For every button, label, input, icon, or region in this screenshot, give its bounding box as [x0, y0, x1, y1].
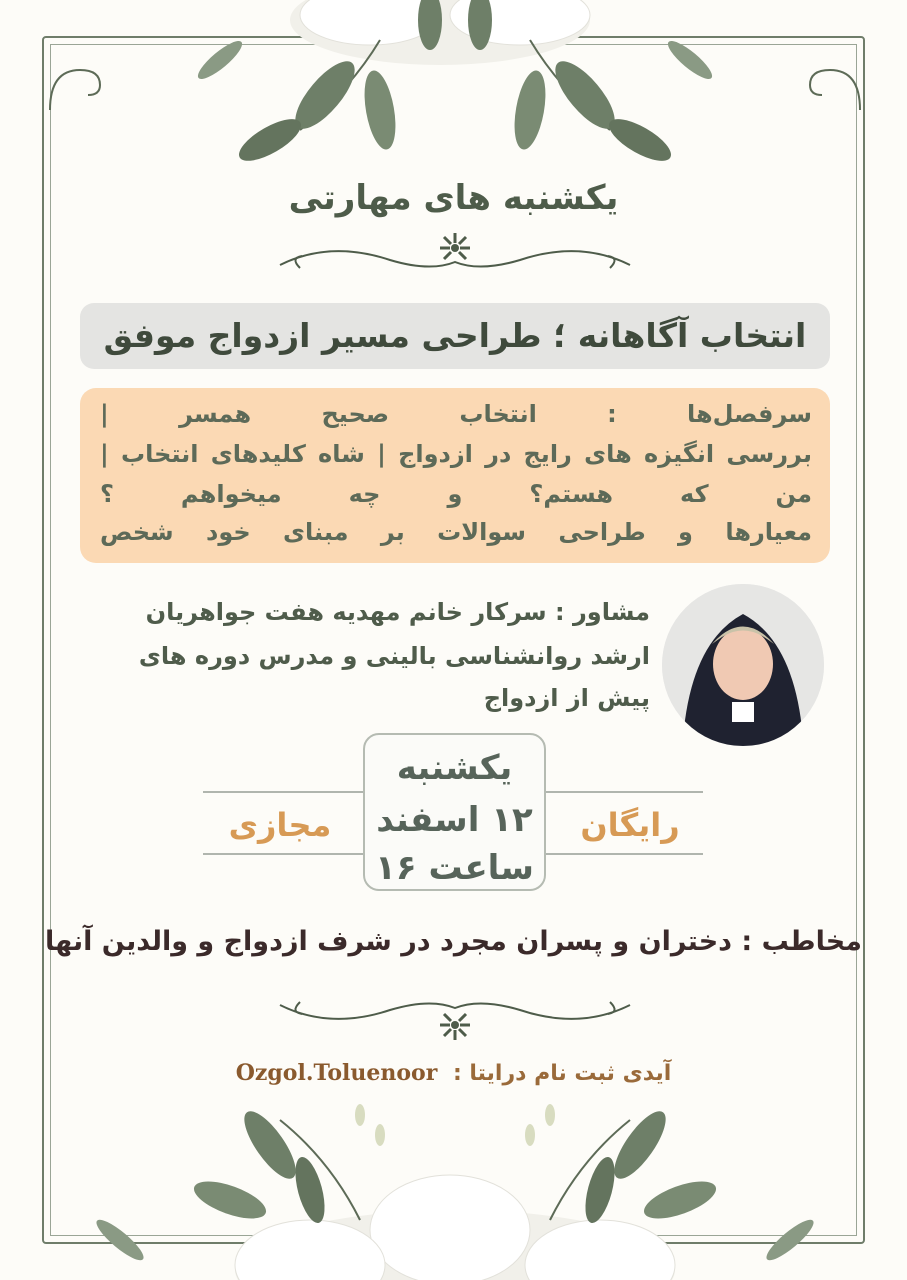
- ornament-divider-bottom: [270, 990, 640, 1045]
- outline-line-3: من که هستم؟ و چه میخواهم ؟: [100, 480, 812, 508]
- advisor-line-3: پیش از ازدواج: [483, 684, 650, 712]
- event-date: ۱۲ اسفند: [376, 800, 533, 840]
- corner-swirl-right: [790, 60, 870, 120]
- registration-line: [0, 1060, 907, 1086]
- headline: انتخاب آگاهانه ؛ طراحی مسیر ازدواج موفق: [103, 316, 807, 355]
- ornament-divider-top: [270, 230, 640, 280]
- series-title: یکشنبه های مهارتی: [288, 178, 619, 218]
- advisor-photo: [662, 584, 824, 746]
- registration-label: آیدی ثبت نام درایتا :: [452, 1061, 672, 1086]
- registration-id[interactable]: Ozgol.Toluenoor: [235, 1060, 438, 1086]
- advisor-line-1: مشاور : سرکار خانم مهدیه هفت جواهریان: [145, 598, 650, 626]
- mode-label: مجازی: [228, 806, 332, 844]
- bottom-floral-decoration: [60, 1100, 850, 1280]
- audience-text: مخاطب : دختران و پسران مجرد در شرف ازدواج و والدین آنها: [45, 926, 862, 957]
- outline-line-4: معیارها و طراحی سوالات بر مبنای خود شخص: [100, 518, 812, 546]
- outline-line-2: بررسی انگیزه های رایج در ازدواج | شاه کلیدهای انتخاب |: [100, 440, 812, 468]
- event-day: یکشنبه: [396, 748, 513, 788]
- top-floral-decoration: [150, 0, 760, 175]
- event-time: ساعت ۱۶: [375, 848, 534, 888]
- corner-swirl-left: [40, 60, 120, 120]
- advisor-line-2: ارشد روانشناسی بالینی و مدرس دوره های: [138, 642, 650, 670]
- outline-line-1: سرفصل‌ها : انتخاب صحیح همسر |: [100, 400, 812, 428]
- price-label: رایگان: [580, 806, 680, 844]
